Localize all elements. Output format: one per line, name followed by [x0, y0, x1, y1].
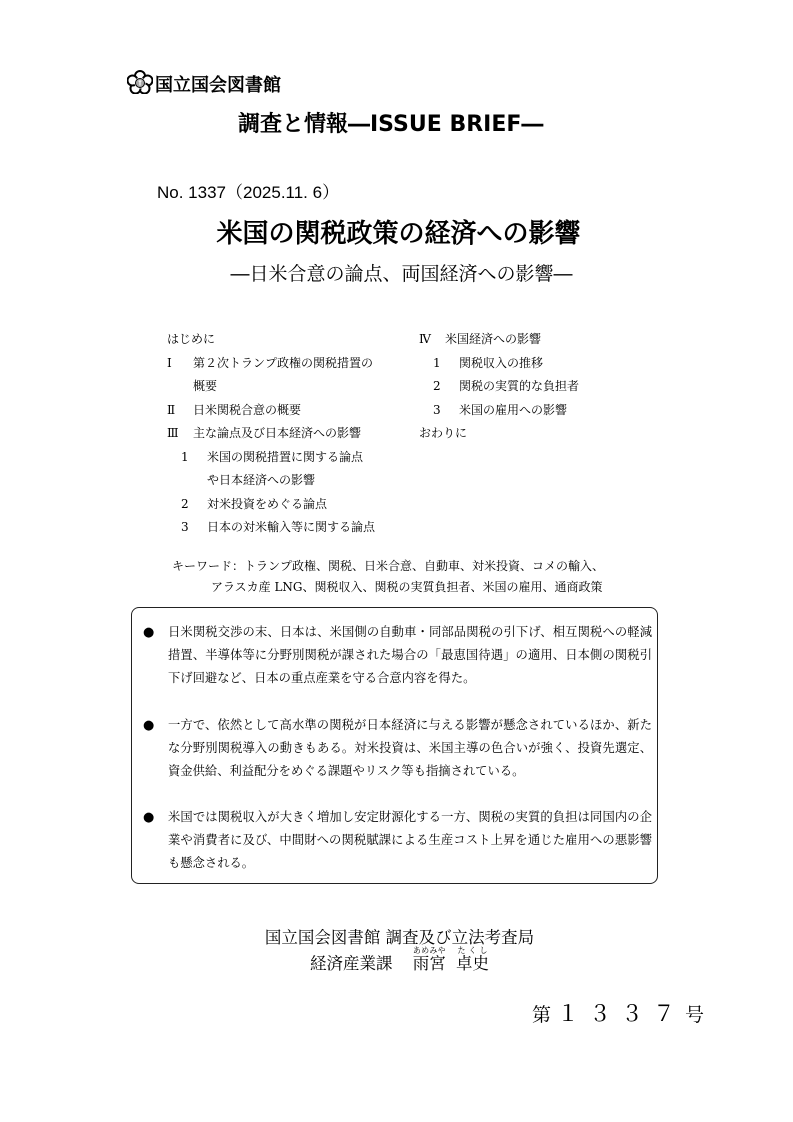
author-surname	[412, 946, 446, 973]
toc-item-label: おわりに	[419, 426, 468, 440]
toc-item-label: 日米関税合意の概要	[193, 402, 302, 417]
table-of-contents-left	[167, 328, 407, 540]
toc-item-label: 対米投資をめぐる論点	[207, 496, 328, 511]
author-given-name-reading: たくし	[456, 946, 489, 955]
toc-item-label: はじめに	[167, 332, 216, 346]
ndl-flower-emblem-icon	[127, 70, 155, 98]
summary-point	[142, 621, 652, 690]
ndl-logo	[127, 70, 281, 98]
issue-number-date: No. 1337（2025.11. 6）	[157, 183, 340, 202]
bullet-icon: ●	[143, 625, 155, 640]
toc-item	[419, 375, 619, 399]
logo-text: 国立国会図書館	[155, 75, 281, 96]
author-organization: 国立国会図書館 調査及び立法考査局	[264, 928, 535, 947]
toc-item-label: 第２次トランプ政権の関税措置の	[193, 355, 374, 370]
document-title: 米国の関税政策の経済への影響	[216, 219, 581, 249]
toc-item	[167, 399, 407, 423]
toc-item	[167, 493, 407, 517]
keywords-line-1: キーワード：トランプ政権、関税、日米合意、自動車、対米投資、コメの輸入、	[172, 559, 605, 573]
toc-item-label: 主な論点及び日本経済への影響	[193, 426, 362, 440]
toc-item-number: Ⅲ	[167, 426, 179, 440]
author-given-name-text: 卓史	[456, 954, 489, 973]
toc-item-label: 米国の雇用への影響	[459, 402, 568, 417]
author-line	[0, 946, 793, 974]
author-given-name	[456, 946, 489, 973]
summary-point	[142, 714, 652, 783]
bullet-icon: ●	[143, 810, 155, 825]
document-subtitle: ―日米合意の論点、両国経済への影響―	[230, 263, 573, 285]
toc-item-label: 関税の実質的な負担者	[459, 379, 580, 393]
toc-item-number: 3	[433, 402, 441, 417]
bullet-icon: ●	[143, 718, 155, 733]
summary-box	[131, 607, 658, 884]
toc-item	[167, 422, 407, 446]
toc-item-number: Ⅳ	[419, 332, 431, 346]
toc-item-number: 1	[433, 355, 441, 370]
toc-item-label: 米国経済への影響	[445, 332, 542, 346]
keywords-line-2: アラスカ産 LNG、関税収入、関税の実質負担者、米国の雇用、通商政策	[211, 580, 603, 594]
toc-item-number: 3	[181, 520, 189, 534]
toc-item	[167, 516, 407, 540]
toc-item-label: や日本経済への影響	[207, 473, 316, 487]
toc-item-label: 米国の関税措置に関する論点	[207, 449, 364, 464]
toc-item-number: 1	[181, 449, 189, 464]
volume-number	[532, 997, 704, 1028]
summary-point-text: 米国では関税収入が大きく増加し安定財源化する一方、関税の実質的負担は同国内の企業や消費者に及び、中間財への関税賦課による生産コスト上昇を通じた雇用への悪影響も懸念される。	[168, 810, 652, 870]
volume-suffix: 号	[685, 1004, 705, 1026]
author-surname-reading: あめみや	[412, 946, 446, 955]
toc-item-label: 概要	[193, 379, 218, 393]
toc-item-number: 2	[181, 496, 189, 511]
toc-item-number: 2	[433, 379, 441, 393]
table-of-contents-right	[419, 328, 619, 446]
series-title: 調査と情報―ISSUE BRIEF―	[238, 112, 544, 137]
toc-item	[419, 399, 619, 423]
toc-item	[167, 446, 407, 470]
keywords	[172, 556, 604, 598]
toc-item-label: 関税収入の推移	[459, 355, 544, 370]
volume-prefix: 第	[532, 1004, 552, 1026]
toc-item-number: Ⅱ	[167, 402, 176, 417]
toc-item	[167, 328, 407, 352]
toc-item	[419, 352, 619, 376]
toc-item-number: Ⅰ	[167, 355, 172, 370]
summary-point-text: 日米関税交渉の末、日本は、米国側の自動車・同部品関税の引下げ、相互関税への軽減措置、半導体等に分野別関税が課された場合の「最恵国待遇」の適用、日本側の関税引下げ回避など、日本の重点産業を守る合意内容を得た。	[168, 625, 652, 685]
toc-item-continuation	[167, 469, 407, 493]
toc-item-continuation	[167, 375, 407, 399]
toc-item	[419, 328, 619, 352]
summary-point-text: 一方で、依然として高水準の関税が日本経済に与える影響が懸念されているほか、新たな分野別関税導入の動きもある。対米投資は、米国主導の色合いが強く、投資先選定、資金供給、利益配分をめぐる課題やリスク等も指摘されている。	[168, 718, 652, 778]
author-surname-text: 雨宮	[412, 954, 446, 973]
volume-digits: １３３７	[557, 1001, 686, 1026]
toc-item-label: 日本の対米輸入等に関する論点	[207, 520, 376, 534]
author-department: 経済産業課	[310, 954, 393, 973]
toc-item	[419, 422, 619, 446]
toc-item	[167, 352, 407, 376]
summary-point	[142, 806, 652, 875]
